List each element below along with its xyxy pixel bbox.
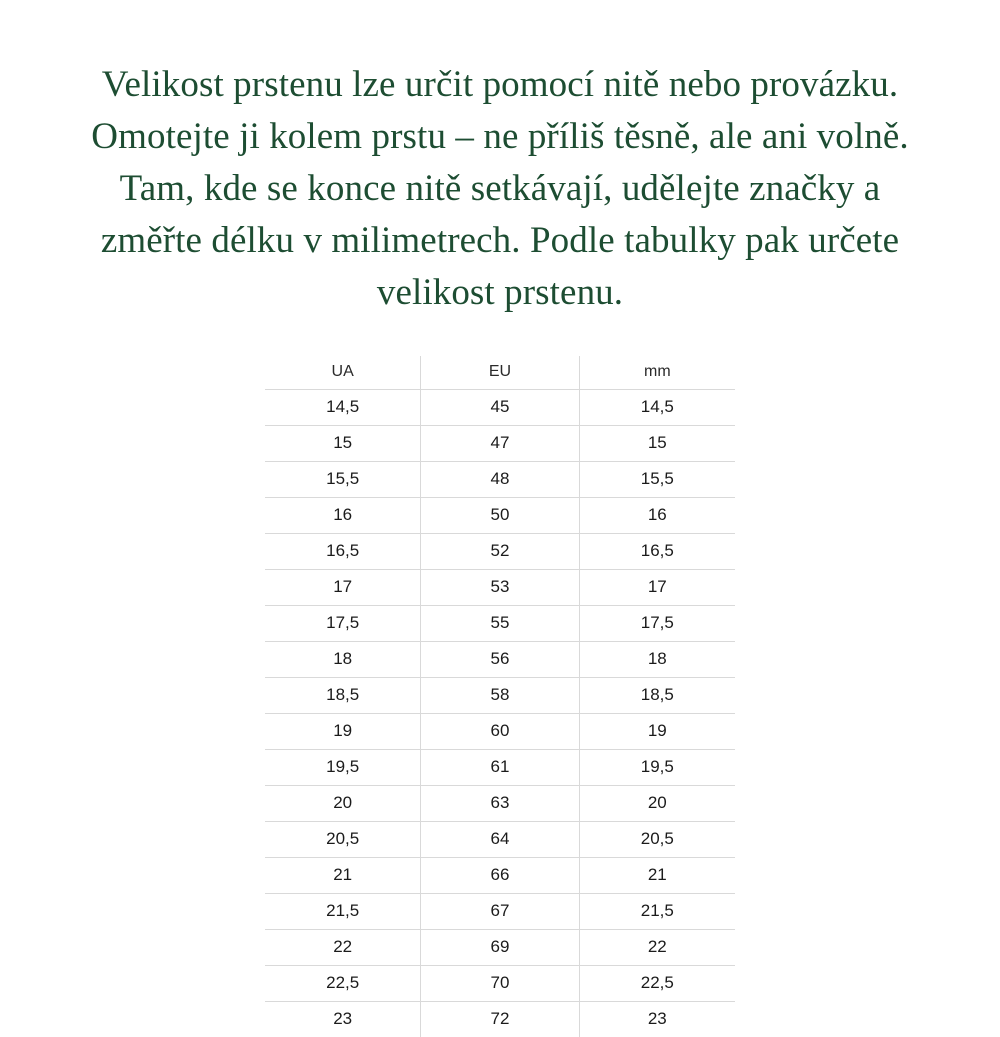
cell-mm: 22 xyxy=(579,930,735,966)
cell-ua: 18 xyxy=(265,642,421,678)
cell-mm: 19,5 xyxy=(579,750,735,786)
cell-eu: 69 xyxy=(421,930,579,966)
cell-ua: 17 xyxy=(265,570,421,606)
table-row xyxy=(265,678,735,714)
cell-ua: 15 xyxy=(265,426,421,462)
cell-mm: 16 xyxy=(579,498,735,534)
cell-ua: 18,5 xyxy=(265,678,421,714)
table-row xyxy=(265,642,735,678)
size-table-container xyxy=(0,356,1000,1037)
table-row xyxy=(265,498,735,534)
column-header-eu: EU xyxy=(421,356,579,390)
cell-mm: 15,5 xyxy=(579,462,735,498)
table-body xyxy=(265,390,735,1037)
table-row xyxy=(265,858,735,894)
table-row xyxy=(265,390,735,426)
cell-eu: 67 xyxy=(421,894,579,930)
cell-eu: 60 xyxy=(421,714,579,750)
cell-eu: 47 xyxy=(421,426,579,462)
cell-eu: 52 xyxy=(421,534,579,570)
cell-mm: 15 xyxy=(579,426,735,462)
cell-mm: 23 xyxy=(579,1002,735,1037)
table-row xyxy=(265,822,735,858)
cell-ua: 19,5 xyxy=(265,750,421,786)
cell-eu: 70 xyxy=(421,966,579,1002)
table-row xyxy=(265,930,735,966)
table-row xyxy=(265,714,735,750)
cell-mm: 17,5 xyxy=(579,606,735,642)
table-row xyxy=(265,570,735,606)
cell-mm: 19 xyxy=(579,714,735,750)
cell-eu: 50 xyxy=(421,498,579,534)
cell-ua: 19 xyxy=(265,714,421,750)
table-row xyxy=(265,750,735,786)
cell-mm: 21,5 xyxy=(579,894,735,930)
table-row xyxy=(265,426,735,462)
cell-ua: 20 xyxy=(265,786,421,822)
cell-eu: 56 xyxy=(421,642,579,678)
cell-eu: 63 xyxy=(421,786,579,822)
cell-mm: 20,5 xyxy=(579,822,735,858)
cell-mm: 20 xyxy=(579,786,735,822)
cell-eu: 45 xyxy=(421,390,579,426)
cell-mm: 21 xyxy=(579,858,735,894)
intro-paragraph: Velikost prstenu lze určit pomocí nitě nebo provázku. Omotejte ji kolem prstu – ne příliš těsně, ale ani volně. Tam, kde se konce nitě setkávají, udělejte značky a změřte délku v milimetrech. Podle tabulky pak určete velikost prstenu. xyxy=(0,37,1000,319)
cell-ua: 14,5 xyxy=(265,390,421,426)
cell-mm: 14,5 xyxy=(579,390,735,426)
ring-size-table xyxy=(265,356,735,1037)
cell-ua: 15,5 xyxy=(265,462,421,498)
cell-mm: 22,5 xyxy=(579,966,735,1002)
cell-mm: 18,5 xyxy=(579,678,735,714)
table-row xyxy=(265,786,735,822)
cell-ua: 22,5 xyxy=(265,966,421,1002)
cell-eu: 48 xyxy=(421,462,579,498)
cell-ua: 16 xyxy=(265,498,421,534)
cell-mm: 16,5 xyxy=(579,534,735,570)
table-row xyxy=(265,894,735,930)
cell-eu: 58 xyxy=(421,678,579,714)
cell-ua: 20,5 xyxy=(265,822,421,858)
cell-eu: 72 xyxy=(421,1002,579,1037)
cell-eu: 55 xyxy=(421,606,579,642)
table-row xyxy=(265,606,735,642)
cell-ua: 16,5 xyxy=(265,534,421,570)
column-header-mm: mm xyxy=(579,356,735,390)
cell-eu: 64 xyxy=(421,822,579,858)
cell-ua: 21,5 xyxy=(265,894,421,930)
cell-ua: 17,5 xyxy=(265,606,421,642)
table-header xyxy=(265,356,735,390)
cell-mm: 17 xyxy=(579,570,735,606)
table-row xyxy=(265,966,735,1002)
table-header-row xyxy=(265,356,735,390)
ring-size-guide-page xyxy=(0,37,1000,1037)
column-header-ua: UA xyxy=(265,356,421,390)
cell-eu: 53 xyxy=(421,570,579,606)
cell-ua: 23 xyxy=(265,1002,421,1037)
cell-ua: 22 xyxy=(265,930,421,966)
cell-ua: 21 xyxy=(265,858,421,894)
table-row xyxy=(265,1002,735,1037)
cell-eu: 61 xyxy=(421,750,579,786)
cell-eu: 66 xyxy=(421,858,579,894)
table-row xyxy=(265,534,735,570)
table-row xyxy=(265,462,735,498)
cell-mm: 18 xyxy=(579,642,735,678)
